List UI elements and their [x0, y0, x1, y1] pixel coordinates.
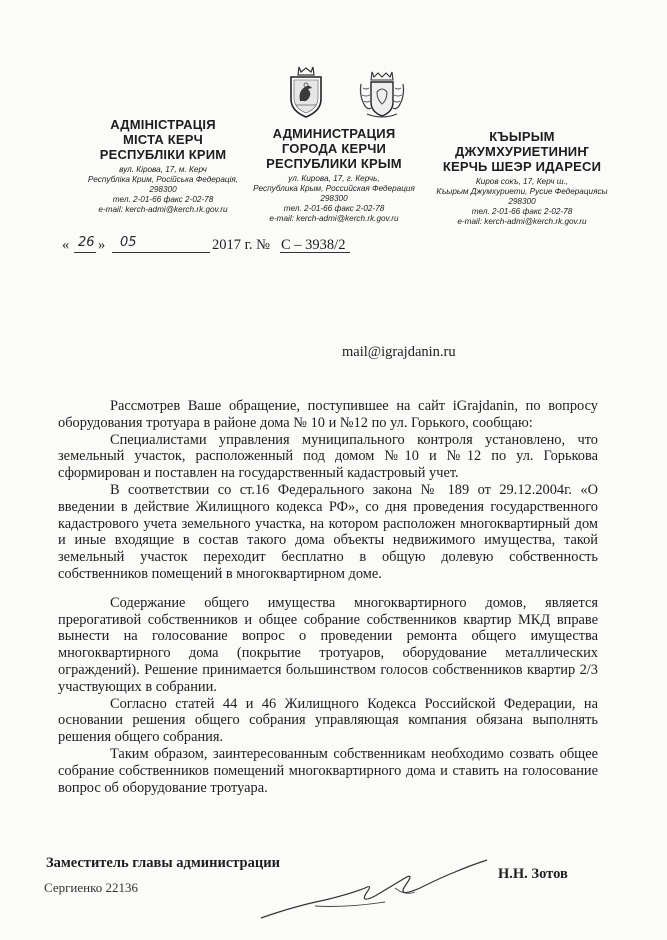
org-name-line: ГОРОДА КЕРЧИ — [281, 141, 387, 156]
body-paragraph: В соответствии со ст.16 Федерального закона № 189 от 29.12.2004г. «О введении в действие Жилищного кодекса РФ», со дня проведения государственного кадастрового учета земельного участка, на котором расположен многоквартирный дом и иные входящие в состав такого дома объекты недвижимого имущества, такой земельный участок переходит бесплатно в общую долевую собственность собственников помещений в многоквартирном доме. — [58, 481, 598, 582]
org-name-line: РЕСПУБЛИКИ КРЫМ — [266, 156, 402, 171]
letterhead-crimean-tatar — [432, 129, 612, 227]
org-name-line: КЕРЧЬ ШЕЭР ИДАРЕСИ — [442, 159, 602, 174]
body-paragraph: Таким образом, заинтересованным собственникам необходимо созвать общее собрание собственников помещений многоквартирного дома и ставить на голосование вопрос об оборудование тротуара. — [58, 745, 598, 796]
signatory-name: Н.Н. Зотов — [498, 866, 568, 882]
org-name-line: АДМІНІСТРАЦІЯ — [110, 117, 216, 132]
body-paragraph: Согласно статей 44 и 46 Жилищного Кодекса Российской Федерации, на основании решения общего собрания управляющая компания обязана выполнять решения общего собрания. — [58, 695, 598, 746]
org-address: вул. Кірова, 17, м. Керч Республіка Крим, Російська Федерація, 298300 — [87, 165, 239, 194]
registration-number: С – 3938/2 — [281, 237, 346, 253]
registration-line — [62, 235, 362, 255]
org-name-line: АДМИНИСТРАЦИЯ — [272, 126, 396, 141]
body-paragraph: Специалистами управления муниципального контроля установлено, что земельный участок, расположенный под домом №10 и №12 по ул. Горькова сформирован и поставлен на государственный кадастровый учет. — [58, 431, 598, 482]
org-address: ул. Кирова, 17, г. Керчь, Республика Крым, Российская Федерация 298300 — [253, 174, 415, 203]
quote-open: « — [62, 237, 70, 253]
crimea-coat-of-arms-icon — [287, 65, 325, 119]
letter-body — [58, 398, 598, 796]
quote-close: » — [98, 237, 106, 253]
letterhead-russian — [250, 126, 418, 224]
kerch-coat-of-arms-icon — [357, 68, 407, 120]
number-underline — [280, 252, 350, 253]
month-underline — [112, 252, 210, 253]
letterhead-ukrainian — [78, 117, 248, 215]
recipient-email: mail@igrajdanin.ru — [342, 344, 456, 360]
executor-info: Сергиенко 22136 — [44, 880, 139, 895]
signatory-position: Заместитель главы администрации — [46, 855, 280, 871]
registration-month: 05 — [120, 235, 137, 250]
org-contacts: тел. 2-01-66 факс 2-02-78 e-mail: kerch-admi@kerch.rk.gov.ru — [457, 207, 587, 226]
org-name-line: РЕСПУБЛІКИ КРИМ — [99, 147, 227, 162]
org-name-line: МІСТА КЕРЧ — [122, 132, 204, 147]
org-name-line: ДЖУМХУРИЕТИНИҤ — [455, 144, 589, 159]
body-paragraph: Содержание общего имущества многоквартирного домов, является прерогативой собственников и общее собрание собственников квартир МКД вправе вынести на голосование вопрос о проведении ремонта общего имущества многоквартирного дома (покрытие тротуаров, оборудование металлических ограждений). Решение принимается большинством голосов собственников квартир 2/3 участвующих в собрании. — [58, 594, 598, 695]
org-contacts: тел. 2-01-66 факс 2-02-78 e-mail: kerch-admi@kerch.rk.gov.ru — [269, 204, 399, 223]
org-address: Киров сокъ, 17, Керч ш., Къырым Джумхуриети, Русие Федерациясы 298300 — [436, 177, 608, 206]
registration-day: 26 — [78, 235, 95, 250]
org-contacts: тел. 2-01-66 факс 2-02-78 e-mail: kerch-admi@kerch.rk.gov.ru — [98, 195, 228, 214]
handwritten-signature-icon — [255, 848, 495, 928]
body-paragraph: Рассмотрев Ваше обращение, поступившее на сайт iGrajdanin, по вопросу оборудования тротуара в районе дома № 10 и №12 по ул. Горького, сообщаю: — [58, 398, 598, 431]
registration-year: 2017 г. № — [212, 237, 271, 253]
day-underline — [74, 252, 96, 253]
org-name-line: КЪЫРЫМ — [489, 129, 555, 144]
